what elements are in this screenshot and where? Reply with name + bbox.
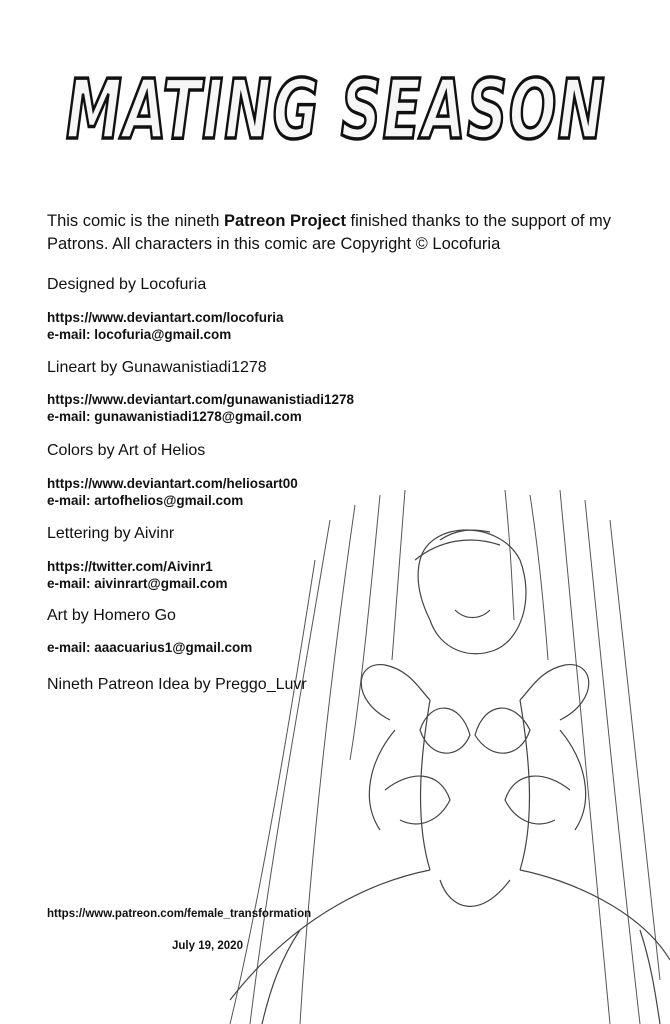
publish-date: July 19, 2020 (172, 940, 243, 952)
credit-lineart-email[interactable]: e-mail: gunawanistiadi1278@gmail.com (47, 409, 302, 424)
credit-designed-heading: Designed by Locofuria (47, 276, 207, 293)
credit-colors-url[interactable]: https://www.deviantart.com/heliosart00 (47, 476, 298, 491)
credit-designed-email[interactable]: e-mail: locofuria@gmail.com (47, 327, 232, 342)
credit-idea-heading: Nineth Patreon Idea by Preggo_Luvr (47, 676, 307, 693)
comic-title-logo (58, 58, 614, 168)
credit-colors-heading: Colors by Art of Helios (47, 442, 206, 459)
patreon-link[interactable]: https://www.patreon.com/female_transformation (47, 908, 312, 920)
credit-lettering-url[interactable]: https://twitter.com/Aivinr1 (47, 559, 213, 574)
intro-paragraph (47, 210, 647, 256)
credit-designed-url[interactable]: https://www.deviantart.com/locofuria (47, 310, 284, 325)
comic-title: MATING SEASON (66, 63, 606, 158)
intro-text-2: finished thanks to the support of my Patrons. All characters in this comic are Copyright © Locofuria (47, 212, 612, 253)
credit-lettering-email[interactable]: e-mail: aivinrart@gmail.com (47, 576, 228, 591)
credit-art-email[interactable]: e-mail: aaacuarius1@gmail.com (47, 640, 253, 655)
credit-lineart-heading: Lineart by Gunawanistiadi1278 (47, 359, 267, 376)
credit-colors-email[interactable]: e-mail: artofhelios@gmail.com (47, 493, 244, 508)
credit-lineart-url[interactable]: https://www.deviantart.com/gunawanistiadi1278 (47, 392, 355, 407)
credit-art-heading: Art by Homero Go (47, 607, 176, 624)
intro-text-1: This comic is the nineth (47, 212, 224, 230)
intro-bold: Patreon Project (224, 212, 346, 230)
credit-lettering-heading: Lettering by Aivinr (47, 525, 175, 542)
